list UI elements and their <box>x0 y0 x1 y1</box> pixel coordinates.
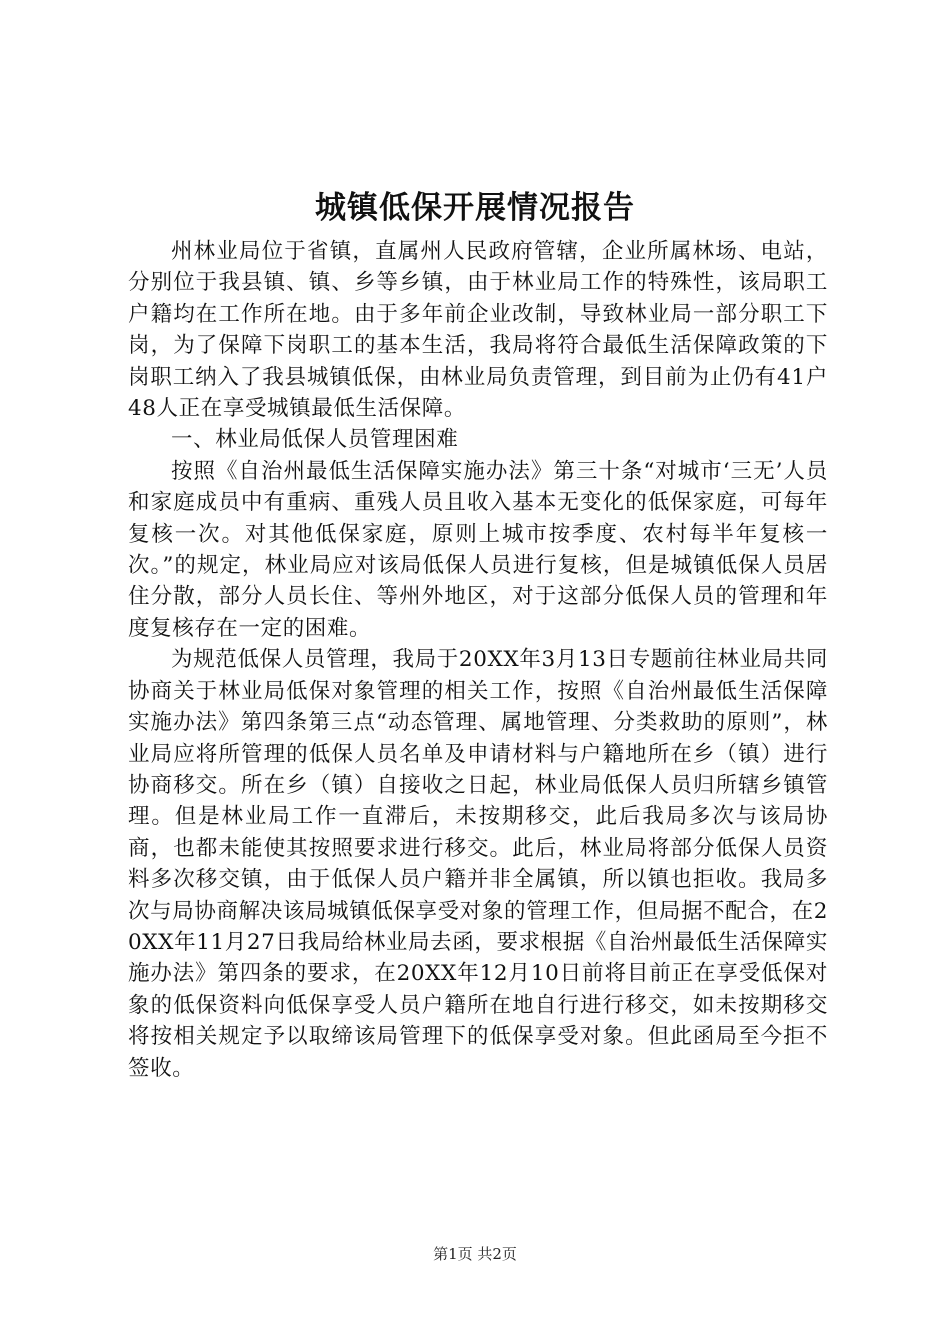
paragraph-regulation: 按照《自治州最低生活保障实施办法》第三十条“对城市‘三无’人员和家庭成员中有重病、重残人员且收入基本无变化的低保家庭，可每年复核一次。对其他低保家庭，原则上城市按季度、农村每半年复核一次。”的规定，林业局应对该局低保人员进行复核，但是城镇低保人员居住分散，部分人员长住、等州外地区，对于这部分低保人员的管理和年度复核存在一定的困难。 <box>128 458 828 641</box>
paragraph-intro: 州林业局位于省镇，直属州人民政府管辖，企业所属林场、电站，分别位于我县镇、镇、乡等乡镇，由于林业局工作的特殊性，该局职工户籍均在工作所在地。由于多年前企业改制，导致林业局一部分职工下岗，为了保障下岗职工的基本生活，我局将符合最低生活保障政策的下岗职工纳入了我县城镇低保，由林业局负责管理，到目前为止仍有41户48人正在享受城镇最低生活保障。 <box>128 239 828 422</box>
page-number-footer: 第1页 共2页 <box>433 1245 517 1263</box>
section-heading: 一、林业局低保人员管理困难 <box>171 427 459 453</box>
document-title: 城镇低保开展情况报告 <box>315 190 635 226</box>
document-body <box>128 236 828 1084</box>
paragraph-management: 为规范低保人员管理，我局于20XX年3月13日专题前往林业局共同协商关于林业局低保对象管理的相关工作，按照《自治州最低生活保障实施办法》第四条第三点“动态管理、属地管理、分类救助的原则”，林业局应将所管理的低保人员名单及申请材料与户籍地所在乡（镇）进行协商移交。所在乡（镇）自接收之日起，林业局低保人员归所辖乡镇管理。但是林业局工作一直滞后，未按期移交，此后我局多次与该局协商，也都未能使其按照要求进行移交。此后，林业局将部分低保人员资料多次移交镇，由于低保人员户籍并非全属镇，所以镇也拒收。我局多次与局协商解决该局城镇低保享受对象的管理工作，但局据不配合，在20XX年11月27日我局给林业局去函，要求根据《自治州最低生活保障实施办法》第四条的要求，在20XX年12月10日前将目前正在享受低保对象的低保资料向低保享受人员户籍所在地自行进行移交，如未按期移交将按相关规定予以取缔该局管理下的低保享受对象。但此函局至今拒不签收。 <box>128 647 828 1081</box>
